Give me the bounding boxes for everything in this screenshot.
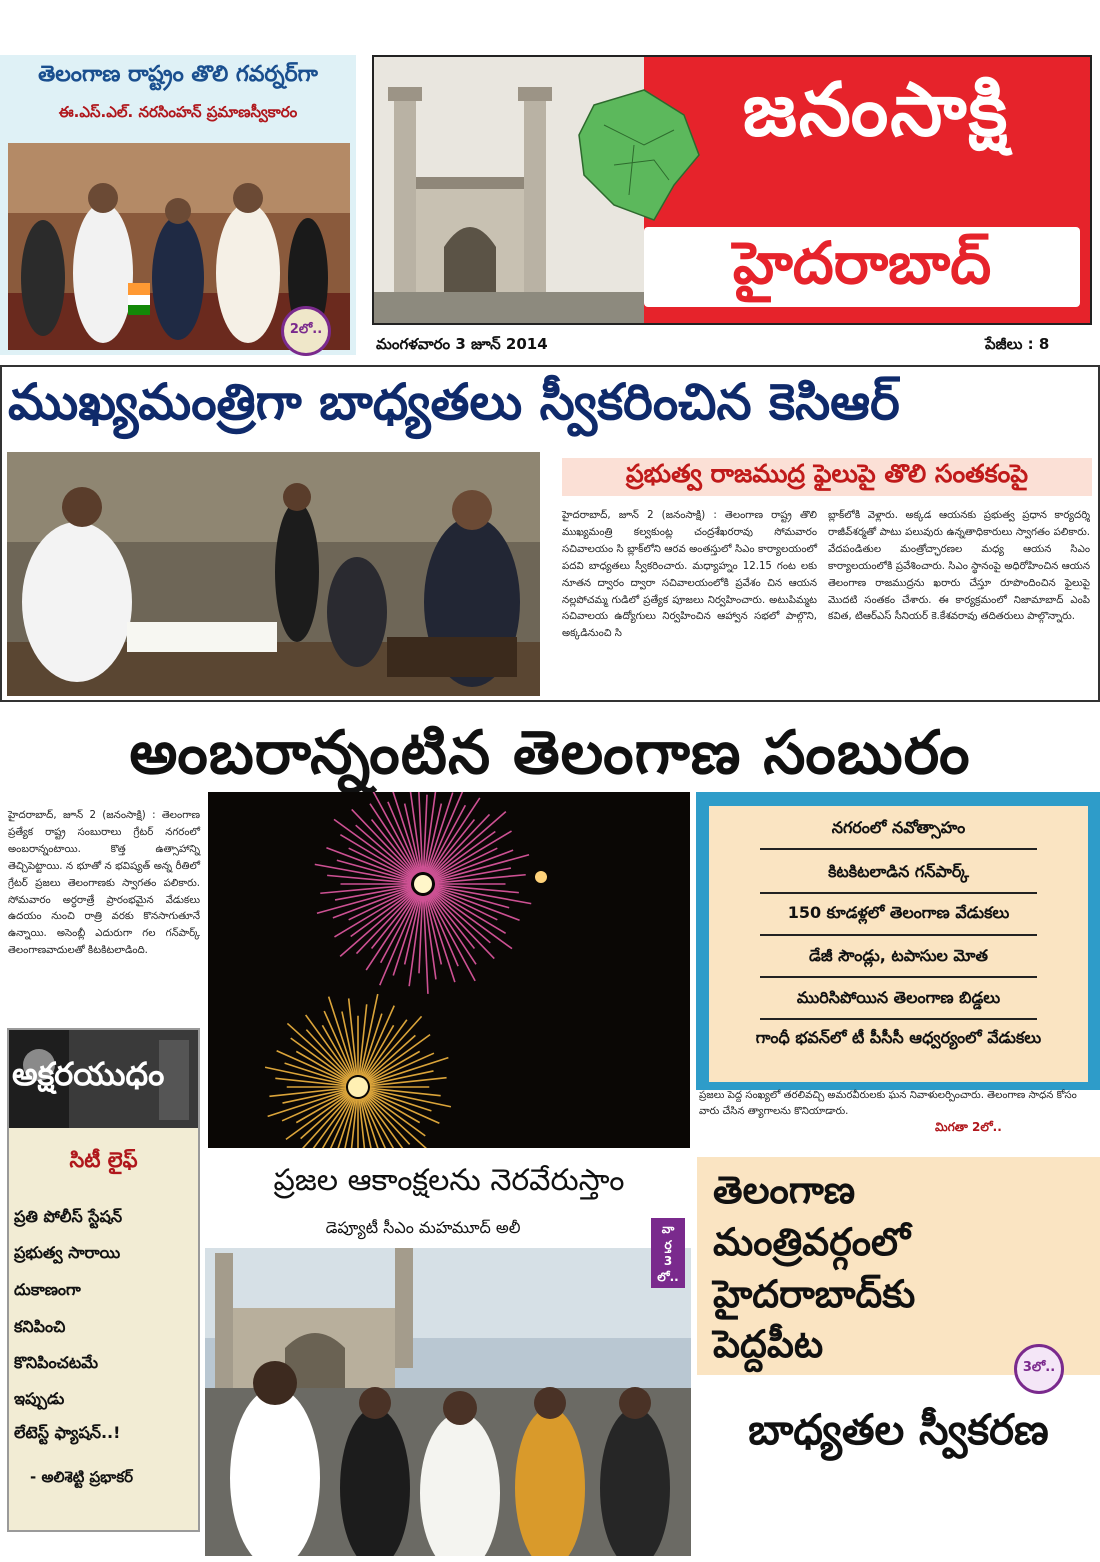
highlight-item: డేజీ సౌండ్లు, టపాసుల మోత bbox=[809, 946, 988, 965]
story1-column-2: బ్లాక్‌లోకి వెళ్లారు. అక్కడ ఆయనకు ప్రభుత్వ ప్రధాన కార్యదర్శి రాజీవ్‌శర్మతో పాటు పలువురు ఉన్నతాధికారులు స్వాగతం పలికారు. వేదపండితుల మంత్రోచ్ఛారణల మధ్య ఆయన సిఎం కార్యాలయంలోకి ప్రవేశించారు. సిఎం స్థానంపై అధిరోహించిన ఆయన తెలంగాణ రాజముద్రను ఖరారు చేస్తూ రూపొందించిన ఫైలుపై మొదటి సంతకం చేశారు. ఈ కార్యక్రమంలో నిజామాబాద్‌ ఎంపి కవిత, టిఆర్‌ఎస్‌ సీనియర్‌ కె.కేశవరావు తదితరులు పాల్గొన్నారు. bbox=[828, 510, 1090, 623]
page-count: పేజీలు : 8 bbox=[985, 335, 1050, 353]
paper-name: జనంసాక్షి bbox=[742, 67, 1010, 153]
tag-line: లో.. bbox=[657, 1270, 679, 1284]
governor-subtitle: ఈ.ఎస్‌.ఎల్‌. నరసింహన్‌ ప్రమాణస్వీకారం bbox=[58, 103, 298, 121]
column-line: ప్రభుత్వ సారాయి bbox=[14, 1243, 121, 1262]
story2-body: హైదరాబాద్‌, జూన్‌ 2 (జనంసాక్షి) : తెలంగాణ ప్రత్యేక రాష్ట్ర సంబురాలు గ్రేటర్‌ నగరంలో అంబరాన్నంటాయి. కొత్త ఉత్సాహాన్ని తెచ్చిపెట్టాయి. న భూతో న భవిష్యత్‌ అన్న రీతిలో గ్రేటర్‌ ప్రజలు తెలంగాణకు స్వాగతం పలికారు. సోమవారం అర్ధరాత్రే ప్రారంభమైన వేడుకలు ఉదయం నుంచి రాత్రి వరకు కొనసాగుతూనే ఉన్నాయి. అసెంబ్లీ ఎదురుగా గల గన్‌పార్క్‌ తెలంగాణవాదులతో కిటకిటలాడింది. bbox=[8, 810, 200, 957]
tag-line: 3 bbox=[663, 1254, 673, 1268]
column-line: దుకాణంగా bbox=[14, 1280, 81, 1299]
story4-badge[interactable]: 3లో.. bbox=[1014, 1344, 1064, 1394]
story3-page-tag[interactable] bbox=[651, 1218, 685, 1288]
governor-badge[interactable]: 2లో.. bbox=[281, 306, 331, 356]
story2-more-link[interactable]: మిగతా 2లో.. bbox=[935, 1120, 1002, 1134]
tag-line: వా bbox=[661, 1222, 675, 1236]
highlight-divider bbox=[760, 1018, 1037, 1020]
highlight-divider bbox=[760, 848, 1037, 850]
column-line: కనిపించి bbox=[14, 1317, 66, 1336]
column-line: ప్రతి పోలీస్‌ స్టేషన్‌ bbox=[14, 1207, 123, 1226]
story3-headline[interactable]: ప్రజల ఆకాంక్షలను నెరవేరుస్తాం bbox=[273, 1163, 625, 1198]
story4-line: మంత్రివర్గంలో bbox=[713, 1220, 911, 1264]
highlight-item: కిటకిటలాడిన గన్‌పార్క్‌ bbox=[828, 862, 969, 881]
fireworks-photo bbox=[208, 792, 690, 1148]
city-name: హైదరాబాద్‌ bbox=[732, 229, 992, 297]
masthead bbox=[372, 55, 1092, 325]
highlight-divider bbox=[760, 892, 1037, 894]
story2-headline[interactable]: అంబరాన్నంటిన తెలంగాణ సంబురం bbox=[129, 718, 971, 788]
column-title: అక్షరయుధం bbox=[12, 1055, 165, 1093]
highlight-item: మురిసిపోయిన తెలంగాణ బిడ్డలు bbox=[796, 988, 1001, 1007]
column-author: - అలిశెట్టి ప్రభాకర్‌ bbox=[30, 1468, 134, 1486]
date-line: మంగళవారం 3 జూన్‌ 2014 bbox=[376, 335, 548, 353]
story2-continued: ప్రజలు పెద్ద సంఖ్యలో తరలివచ్చి అమరవీరులకు ఘన నివాళులర్పించారు. తెలంగాణ సాధన కోసం వారు చేసిన త్యాగాలను కొనియాడారు. bbox=[699, 1090, 1077, 1117]
story4-line: హైదరాబాద్‌కు bbox=[713, 1272, 916, 1316]
story4-bottom-headline[interactable]: బాధ్యతల స్వీకరణ bbox=[748, 1405, 1049, 1454]
column-line: లేటెస్ట్‌ ఫ్యాషన్‌..! bbox=[14, 1423, 121, 1442]
highlight-item: నగరంలో నవోత్సాహం bbox=[831, 818, 966, 837]
tag-line: ర్త bbox=[664, 1238, 672, 1252]
story1-column-1: హైదరాబాద్‌, జూన్‌ 2 (జనంసాక్షి) : తెలంగాణ రాష్ట్ర తొలి ముఖ్యమంత్రి కల్వకుంట్ల చంద్రశేఖరరావు సోమవారం సచివాలయం సి బ్లాక్‌లోని ఆరవ అంతస్తులో సిఎం కార్యాలయంలో పదవి బాధ్యతలు స్వీకరించారు. మధ్యాహ్నం 12.15 గంట లకు నూతన ద్వారం ద్వారా సచివాలయంలోకి ప్రవేశం చిన ఆయన నల్లపోచమ్మ గుడిలో ప్రత్యేక పూజలు నిర్వహించారు. అటుపిమ్మట సచివాలయ ఉద్యోగులు నిర్వహించిన ఆహ్వాన సభలో పాల్గొని, అక్కడినుంచి సి bbox=[562, 510, 817, 640]
highlight-item: గాంధీ భవన్‌లో టీ పీసీసీ ఆధ్వర్యంలో వేడుకలు bbox=[755, 1028, 1042, 1047]
story3-photo bbox=[205, 1248, 691, 1556]
column-line: ఇప్పుడు bbox=[14, 1389, 65, 1408]
column-line: కొనిపించటమే bbox=[14, 1353, 99, 1372]
story1-subhead: ప్రభుత్వ రాజముద్ర ఫైలుపై తొలి సంతకంపై bbox=[562, 458, 1092, 496]
story4-line: తెలంగాణ bbox=[713, 1168, 856, 1212]
highlight-divider bbox=[760, 976, 1037, 978]
story3-byline: డెప్యూటీ సీఎం మహమూద్‌ అలీ bbox=[325, 1218, 521, 1237]
story1-headline[interactable]: ముఖ్యమంత్రిగా బాధ్యతలు స్వీకరించిన కెసిఆర్‌ bbox=[8, 373, 900, 431]
governor-title: తెలంగాణ రాష్ట్రం తొలి గవర్నర్‌గా bbox=[38, 62, 318, 87]
story4-line: పెద్దపీట bbox=[713, 1322, 824, 1366]
highlight-item: 150 కూడళ్లలో తెలంగాణ వేడుకలు bbox=[787, 903, 1010, 922]
story1-photo bbox=[7, 452, 540, 696]
highlight-divider bbox=[760, 934, 1037, 936]
column-section: సిటీ లైఫ్‌ bbox=[69, 1148, 138, 1172]
